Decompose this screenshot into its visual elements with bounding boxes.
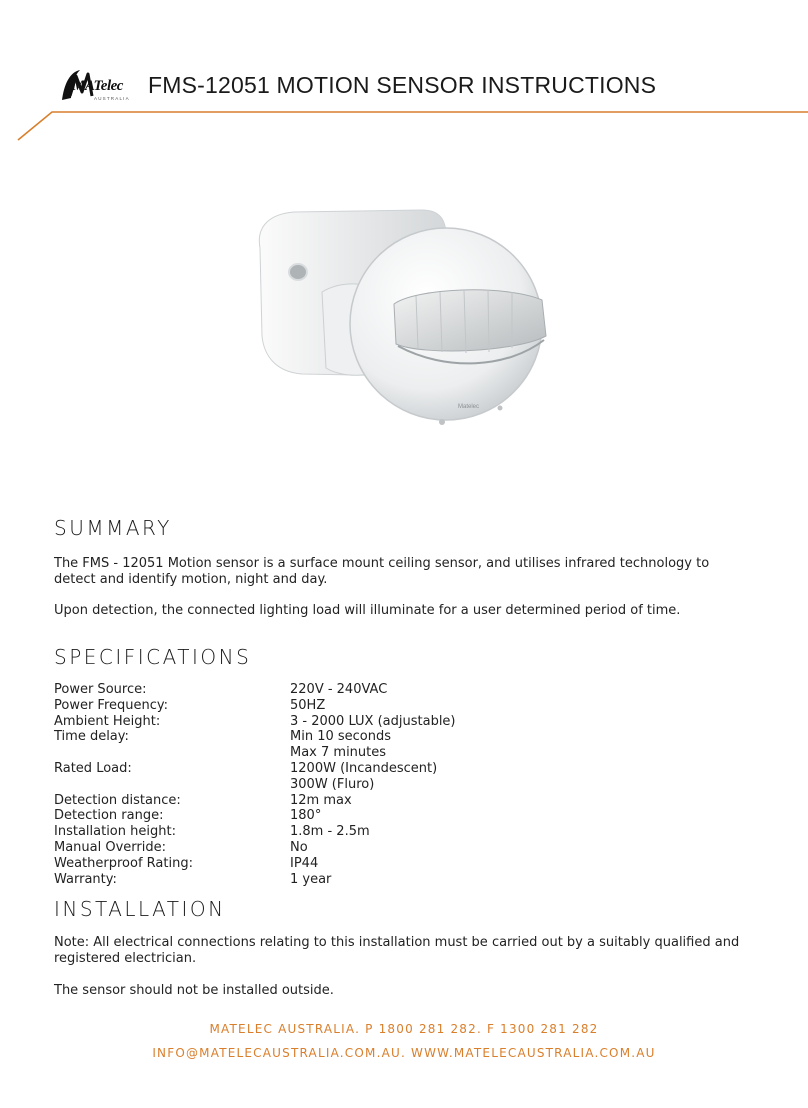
spec-label: Rated Load: [54,760,132,776]
spec-label: Warranty: [54,871,117,887]
spec-row [54,714,654,730]
spec-row [54,682,654,698]
spec-value [290,714,654,730]
spec-value-line: Min 10 seconds [290,729,392,745]
spec-row [54,872,654,888]
spec-row [54,729,654,761]
summary-heading: SUMMARY [54,516,172,540]
spec-label: Power Source: [54,682,147,697]
spec-row [54,793,654,809]
spec-value [290,729,654,761]
spec-label: Detection distance: [54,792,181,808]
page-header [0,58,808,148]
spec-row [54,856,654,872]
spec-row [54,698,654,714]
spec-row [54,808,654,824]
product-image [246,196,558,436]
spec-value-line: 1200W (Incandescent) [290,760,438,776]
footer-contact-line: MATELEC AUSTRALIA. P 1800 281 282. F 1300 281 282 [209,1022,599,1036]
spec-value-line: 180° [290,808,322,824]
spec-label: Installation height: [54,824,176,840]
spec-row [54,840,654,856]
page-title: FMS-12051 MOTION SENSOR INSTRUCTIONS [148,72,657,98]
summary-paragraph-1: The FMS - 12051 Motion sensor is a surface mount ceiling sensor, and utilises infrared technology to detect and identify motion, night and day. [54,556,710,587]
specifications-heading: SPECIFICATIONS [54,645,252,669]
spec-value-line: 50HZ [290,697,326,713]
spec-value [290,872,654,888]
sensor-brand-mark: Matelec [458,404,480,410]
spec-value [290,793,654,809]
installation-paragraph-2: The sensor should not be installed outside. [54,983,334,998]
matelec-logo [58,66,150,106]
logo-text: MATelec [72,78,123,94]
spec-row [54,761,654,793]
spec-value-line: 3 - 2000 LUX (adjustable) [290,713,456,729]
spec-value [290,682,654,698]
spec-value [290,856,654,872]
motion-sensor-icon [246,196,558,436]
spec-value [290,824,654,840]
spec-value-line: 220V - 240VAC [290,682,388,697]
installation-paragraph-1: Note: All electrical connections relating to this installation must be carried out by a suitably qualified and registered electrician. [54,935,740,966]
spec-value [290,698,654,714]
spec-label: Time delay: [54,729,129,745]
spec-label: Detection range: [54,808,164,824]
spec-value-line: 300W (Fluro) [290,776,375,792]
installation-heading: INSTALLATION [54,897,226,921]
spec-label: Manual Override: [54,839,166,855]
spec-label: Power Frequency: [54,697,169,713]
spec-row [54,824,654,840]
spec-value-line: 12m max [290,792,352,808]
spec-label: Ambient Height: [54,713,161,729]
footer-web-line: INFO@MATELECAUSTRALIA.COM.AU. WWW.MATELECAUSTRALIA.COM.AU [152,1046,656,1060]
spec-value-line: IP44 [290,855,319,871]
spec-value-line: No [290,839,308,855]
spec-value [290,761,654,793]
spec-value-line: 1.8m - 2.5m [290,824,370,840]
spec-label: Weatherproof Rating: [54,855,193,871]
logo-subtext: AUSTRALIA [94,96,130,101]
specifications-table [54,682,654,887]
spec-value [290,808,654,824]
spec-value [290,840,654,856]
spec-value-line: Max 7 minutes [290,745,387,761]
summary-paragraph-2: Upon detection, the connected lighting load will illuminate for a user determined period of time. [54,603,681,618]
spec-value-line: 1 year [290,871,332,887]
